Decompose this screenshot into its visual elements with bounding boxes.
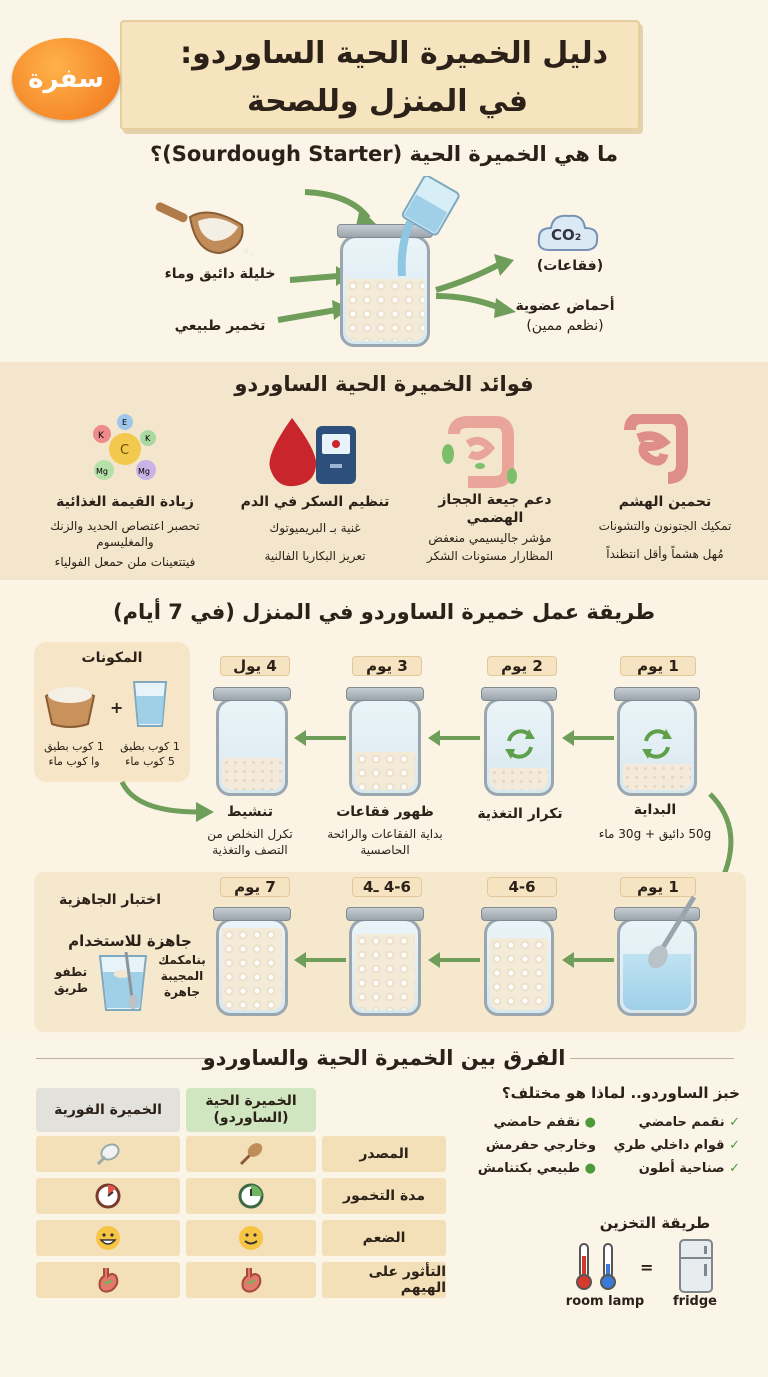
day-label-7: 4-6 ـ4 — [352, 877, 422, 897]
step-4-desc: تكرل النخلص من التصف والتغذية — [207, 827, 293, 858]
benefit-1-desc1: تمكيك الجتونون والتشونات — [598, 519, 732, 533]
benefit-1-title: تحمين الهشم — [618, 494, 712, 510]
step-1-title: البداية — [633, 802, 677, 818]
cell-sourdough-source — [186, 1136, 316, 1172]
why-check-list — [600, 1112, 740, 1180]
logo: سفرة — [12, 38, 120, 120]
ready-desc: بنامكمك المجيبة جاهرة — [158, 953, 206, 1000]
benefit-4-title: زيادة القيمة الغذائية — [56, 494, 194, 510]
row-label-time: مدة التخمور — [322, 1178, 446, 1214]
benefit-2-desc2: المظارار مستونات الشكر — [426, 549, 554, 563]
row1-arrows — [290, 726, 630, 750]
svg-text:K: K — [98, 431, 104, 441]
co2-text: CO₂ — [551, 226, 582, 244]
jar-day-8 — [216, 918, 288, 1016]
float-test-glass-icon — [96, 952, 150, 1018]
floats-label: تطفو طريق — [53, 965, 89, 996]
why-dot-item: وخارجي حفرمش — [485, 1137, 596, 1153]
ingredients-title: المكونات — [81, 650, 143, 666]
ingredients-arrow — [116, 778, 216, 828]
yeast-packet-icon — [94, 1140, 122, 1168]
natural-fermentation-label: تخمير طبيعي — [174, 318, 266, 334]
fridge-icon — [678, 1238, 714, 1298]
smile-icon — [237, 1224, 265, 1252]
gut-bacteria-icon — [440, 414, 520, 490]
benefit-3-desc2: تعريز البكاريا الفالنية — [264, 549, 366, 563]
step-3-desc: بداية الفقاعات والرائحة الحاصسية — [327, 827, 443, 858]
cell-sourdough-digestion — [186, 1262, 316, 1298]
stomach-icon — [237, 1266, 265, 1294]
scoop-icon — [237, 1140, 265, 1168]
method-title: طريقة عمل خميرة الساوردو في المنزل (في 7 أيام) — [113, 600, 655, 624]
co2-cloud-icon — [535, 210, 601, 256]
why-title: خبز الساوردو.. لماذا هو مختلف؟ — [501, 1084, 740, 1102]
day-label-1: 1 يوم — [620, 656, 696, 676]
step-3-title: ظهور فقاعات — [336, 804, 434, 820]
cell-instant-source — [36, 1136, 180, 1172]
readiness-title: اختبار الجاهزية — [58, 892, 162, 908]
compare-title: الفرق بين الخميرة الحية والساوردو — [202, 1046, 566, 1070]
row-label-digestion: التأثور على الهيهم — [322, 1262, 446, 1298]
acids-label: أحماض عضوية — [515, 298, 615, 314]
benefit-4-desc2: فيتتعينات ملن حمعل الفولياء — [54, 555, 196, 569]
svg-text:Mg: Mg — [96, 467, 108, 476]
clock-icon — [237, 1182, 265, 1210]
flour-bowl-icon — [42, 680, 98, 734]
storage-title: طريقة التخزين — [599, 1214, 711, 1232]
why-check-item: ✓ قوام داخلي طري — [613, 1137, 740, 1153]
acids-sub-label: (نظعم ممين) — [526, 318, 604, 334]
col-sourdough-header: الخميرة الحية (الساوردو) — [186, 1088, 316, 1132]
intestine-icon — [620, 414, 690, 484]
benefit-1-desc2: مُهل هشماً وأقل انتظنداً — [606, 547, 724, 561]
svg-text:K: K — [145, 434, 151, 443]
clock-icon — [94, 1182, 122, 1210]
what-is-title: ما هي الخميرة الحية (Sourdough Starter)؟ — [149, 142, 619, 166]
day-label-3: 3 يوم — [352, 656, 422, 676]
cell-instant-digestion — [36, 1262, 180, 1298]
row2-arrows — [290, 948, 630, 972]
grin-icon — [94, 1224, 122, 1252]
why-check-item: ✓ صناحية أطون — [638, 1160, 740, 1176]
ingredient-water: 1 كوب بطيق 5 كوب ماء — [120, 740, 180, 768]
ready-title: جاهزة للاستخدام — [68, 932, 192, 950]
why-dot-item: ● طبيعي بكتنامش — [477, 1160, 596, 1176]
day-label-2: 2 يوم — [487, 656, 557, 676]
benefit-3-desc1: غنية بـ البريميوتوك — [269, 521, 361, 535]
step-4-title: تنشيط — [227, 804, 273, 820]
check-icon: ✓ — [724, 1160, 740, 1176]
step-1-desc: 50g دائيق + 30g ماء — [598, 827, 712, 841]
day-label-8: 7 يوم — [220, 877, 290, 897]
svg-text:E: E — [122, 418, 128, 427]
storage-room-label: room lamp — [565, 1294, 645, 1309]
cell-sourdough-taste — [186, 1220, 316, 1256]
title-line-1: دليل الخميرة الحية الساوردو: — [180, 36, 608, 71]
benefit-4-desc1: تحصبر اعتصاص الحديد والزنك والمغليسوم — [50, 519, 200, 550]
benefit-3-title: تنظيم السكر في الدم — [240, 494, 390, 510]
ingredient-flour: 1 كوب بطيق وا كوب ماء — [44, 740, 104, 768]
spoon-icon — [644, 893, 700, 973]
storage-fridge-label: fridge — [673, 1294, 717, 1309]
cell-instant-time — [36, 1178, 180, 1214]
minerals-icon — [90, 412, 160, 486]
check-icon: ✓ — [724, 1115, 740, 1130]
step-2-title: تكرار التغذية — [477, 806, 563, 822]
flour-scoop-icon — [150, 195, 260, 265]
water-glass-icon — [130, 678, 170, 734]
plus-sign: + — [110, 698, 124, 717]
row-label-taste: الضعم — [322, 1220, 446, 1256]
refresh-icon — [638, 725, 676, 763]
ingredients-box — [34, 642, 190, 782]
row-label-source: المصدر — [322, 1136, 446, 1172]
benefits-title: فوائد الخميرة الحية الساوردو — [234, 372, 534, 396]
thermometer-icon — [572, 1240, 622, 1296]
blood-glucose-icon — [262, 414, 372, 490]
cell-instant-taste — [36, 1220, 180, 1256]
why-check-item: ✓ نقمم حامضي — [638, 1115, 740, 1130]
day-label-5: 1 يوم — [620, 877, 696, 897]
day-label-6: 4-6 — [487, 877, 557, 897]
cell-sourdough-time — [186, 1178, 316, 1214]
jar-day-4 — [216, 698, 288, 796]
col-instant-header: الخميرة الفورية — [36, 1088, 180, 1132]
day-label-4: 4 يول — [220, 656, 290, 676]
why-dot-list — [470, 1112, 596, 1180]
storage-equals: = — [640, 1258, 654, 1277]
dot-icon: ● — [580, 1115, 596, 1130]
bubbles-label: (فقاعات) — [536, 258, 604, 274]
flour-water-label: خليلة دائيق وماء — [164, 266, 276, 282]
title-banner — [120, 20, 640, 130]
benefit-2-desc1: مؤشر جاليسيمي منعفض — [428, 531, 552, 545]
mineral-c: C — [120, 443, 130, 458]
svg-text:Mg: Mg — [138, 467, 150, 476]
title-line-2: في المنزل وللصحة — [246, 84, 528, 119]
check-icon: ✓ — [724, 1137, 740, 1153]
stomach-icon — [94, 1266, 122, 1294]
benefit-2-title: دعم جيعة الججاز الهضمي — [438, 492, 552, 526]
why-dot-item: ● نقفم حامضي — [493, 1115, 596, 1130]
dot-icon: ● — [580, 1160, 596, 1176]
